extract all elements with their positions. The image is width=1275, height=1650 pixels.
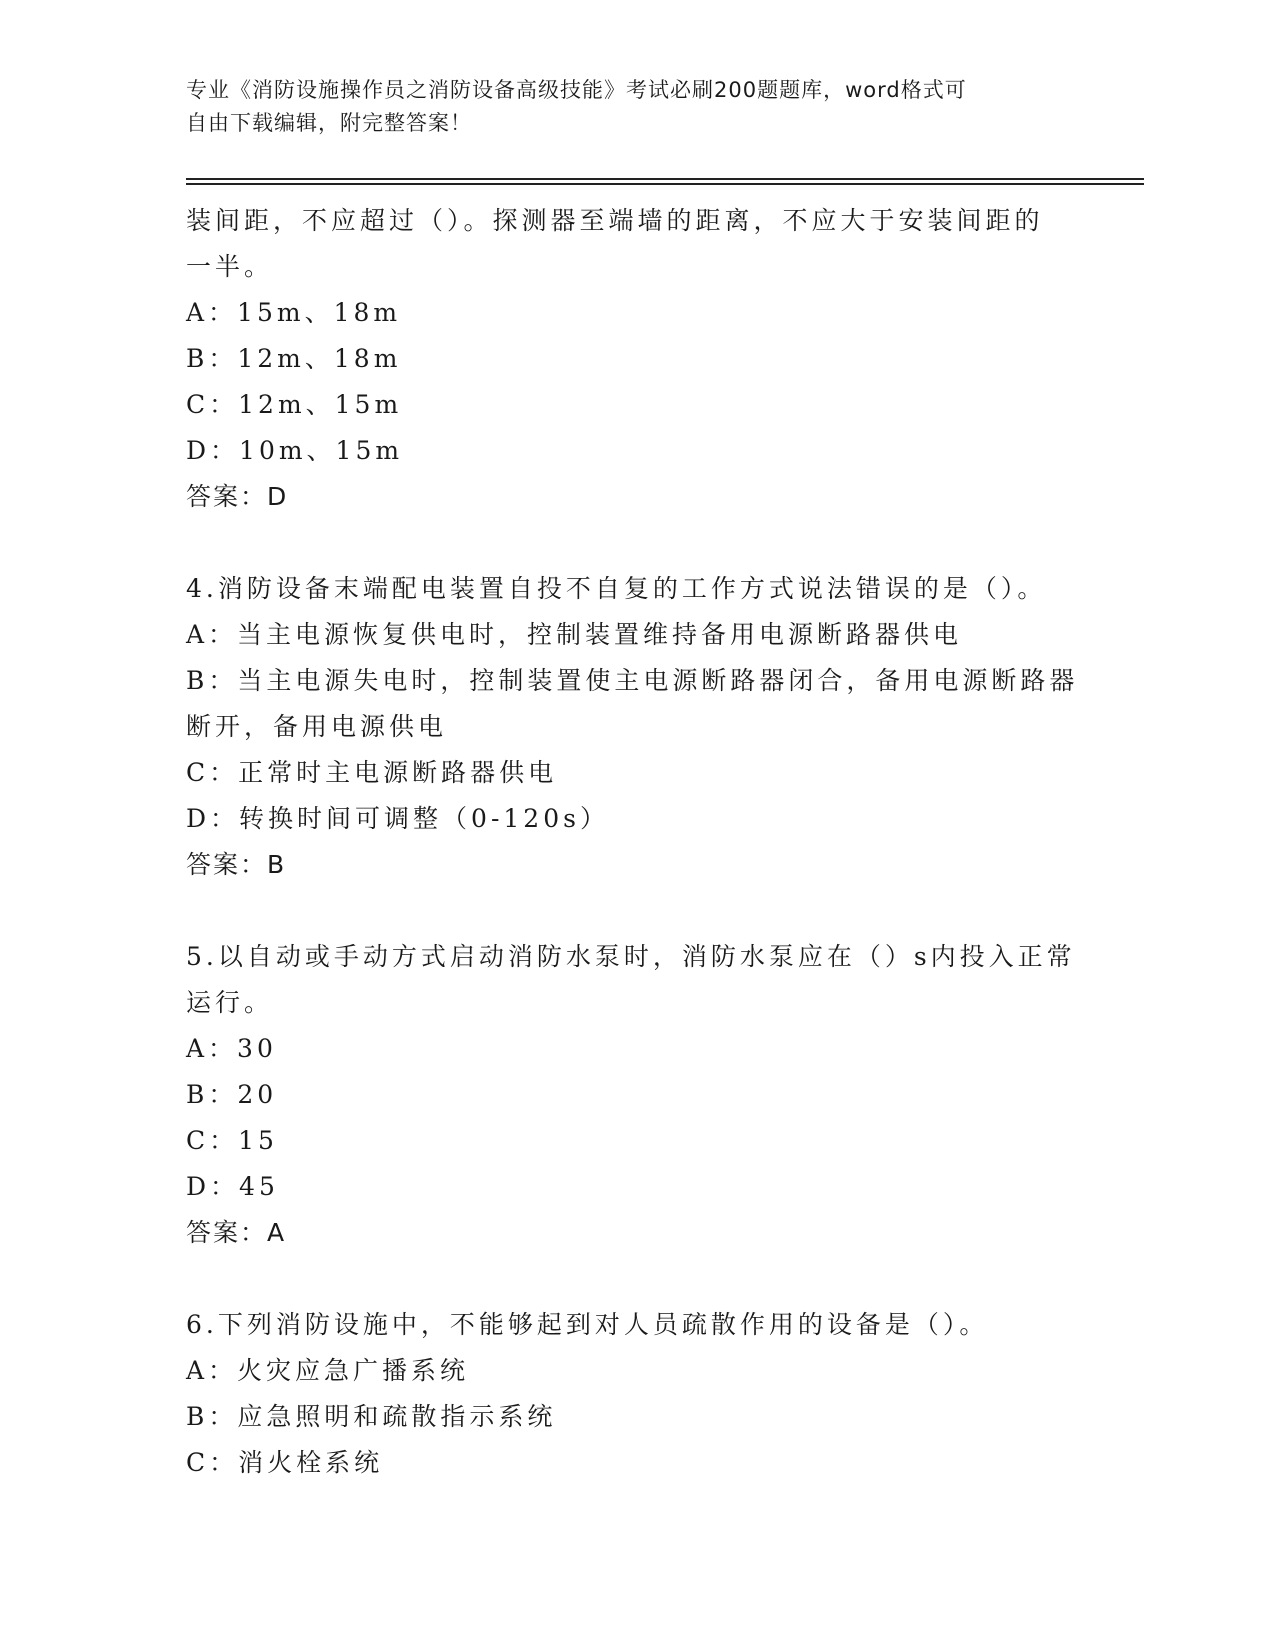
answer-label: 答案：B	[186, 850, 287, 879]
header-line-1: 专业《消防设施操作员之消防设备高级技能》考试必刷200题题库，word格式可	[186, 78, 967, 102]
answer-label: 答案：A	[186, 1218, 287, 1247]
option-d: D：10m、15m	[186, 436, 404, 465]
option-a: A：当主电源恢复供电时，控制装置维持备用电源断路器供电	[186, 620, 963, 649]
option-a: A：火灾应急广播系统	[186, 1356, 470, 1385]
option-a: A：15m、18m	[186, 298, 402, 327]
header-rule-top	[186, 178, 1144, 180]
question-3	[186, 190, 1086, 512]
option-b: B：应急照明和疏散指示系统	[186, 1402, 557, 1431]
question-stem-line: 一半。	[186, 252, 274, 281]
option-c: C：消火栓系统	[186, 1448, 384, 1477]
option-b: B：当主电源失电时，控制装置使主电源断路器闭合，备用电源断路器	[186, 666, 1079, 695]
option-b: B：12m、18m	[186, 344, 402, 373]
question-stem: 4.消防设备末端配电装置自投不自复的工作方式说法错误的是（）。	[186, 574, 1047, 603]
option-d: D：转换时间可调整（0-120s）	[186, 804, 609, 833]
option-c: C：15	[186, 1126, 278, 1155]
question-6	[186, 1294, 1086, 1478]
question-stem-continued: 运行。	[186, 988, 274, 1017]
document-header	[186, 74, 1066, 140]
header-line-2: 自由下载编辑，附完整答案！	[186, 111, 472, 135]
header-rule-bottom	[186, 183, 1144, 185]
option-b-continued: 断开，备用电源供电	[186, 712, 448, 741]
option-d: D：45	[186, 1172, 279, 1201]
answer-label: 答案：D	[186, 482, 289, 511]
option-b: B：20	[186, 1080, 278, 1109]
option-a: A：30	[186, 1034, 277, 1063]
option-c: C：正常时主电源断路器供电	[186, 758, 558, 787]
question-stem: 6.下列消防设施中，不能够起到对人员疏散作用的设备是（）。	[186, 1310, 989, 1339]
question-5	[186, 926, 1086, 1248]
option-c: C：12m、15m	[186, 390, 403, 419]
question-stem-line: 装间距，不应超过（）。探测器至端墙的距离，不应大于安装间距的	[186, 206, 1044, 235]
question-stem: 5.以自动或手动方式启动消防水泵时，消防水泵应在（）s内投入正常	[186, 942, 1076, 971]
question-4	[186, 558, 1086, 880]
question-list	[186, 190, 1086, 1478]
